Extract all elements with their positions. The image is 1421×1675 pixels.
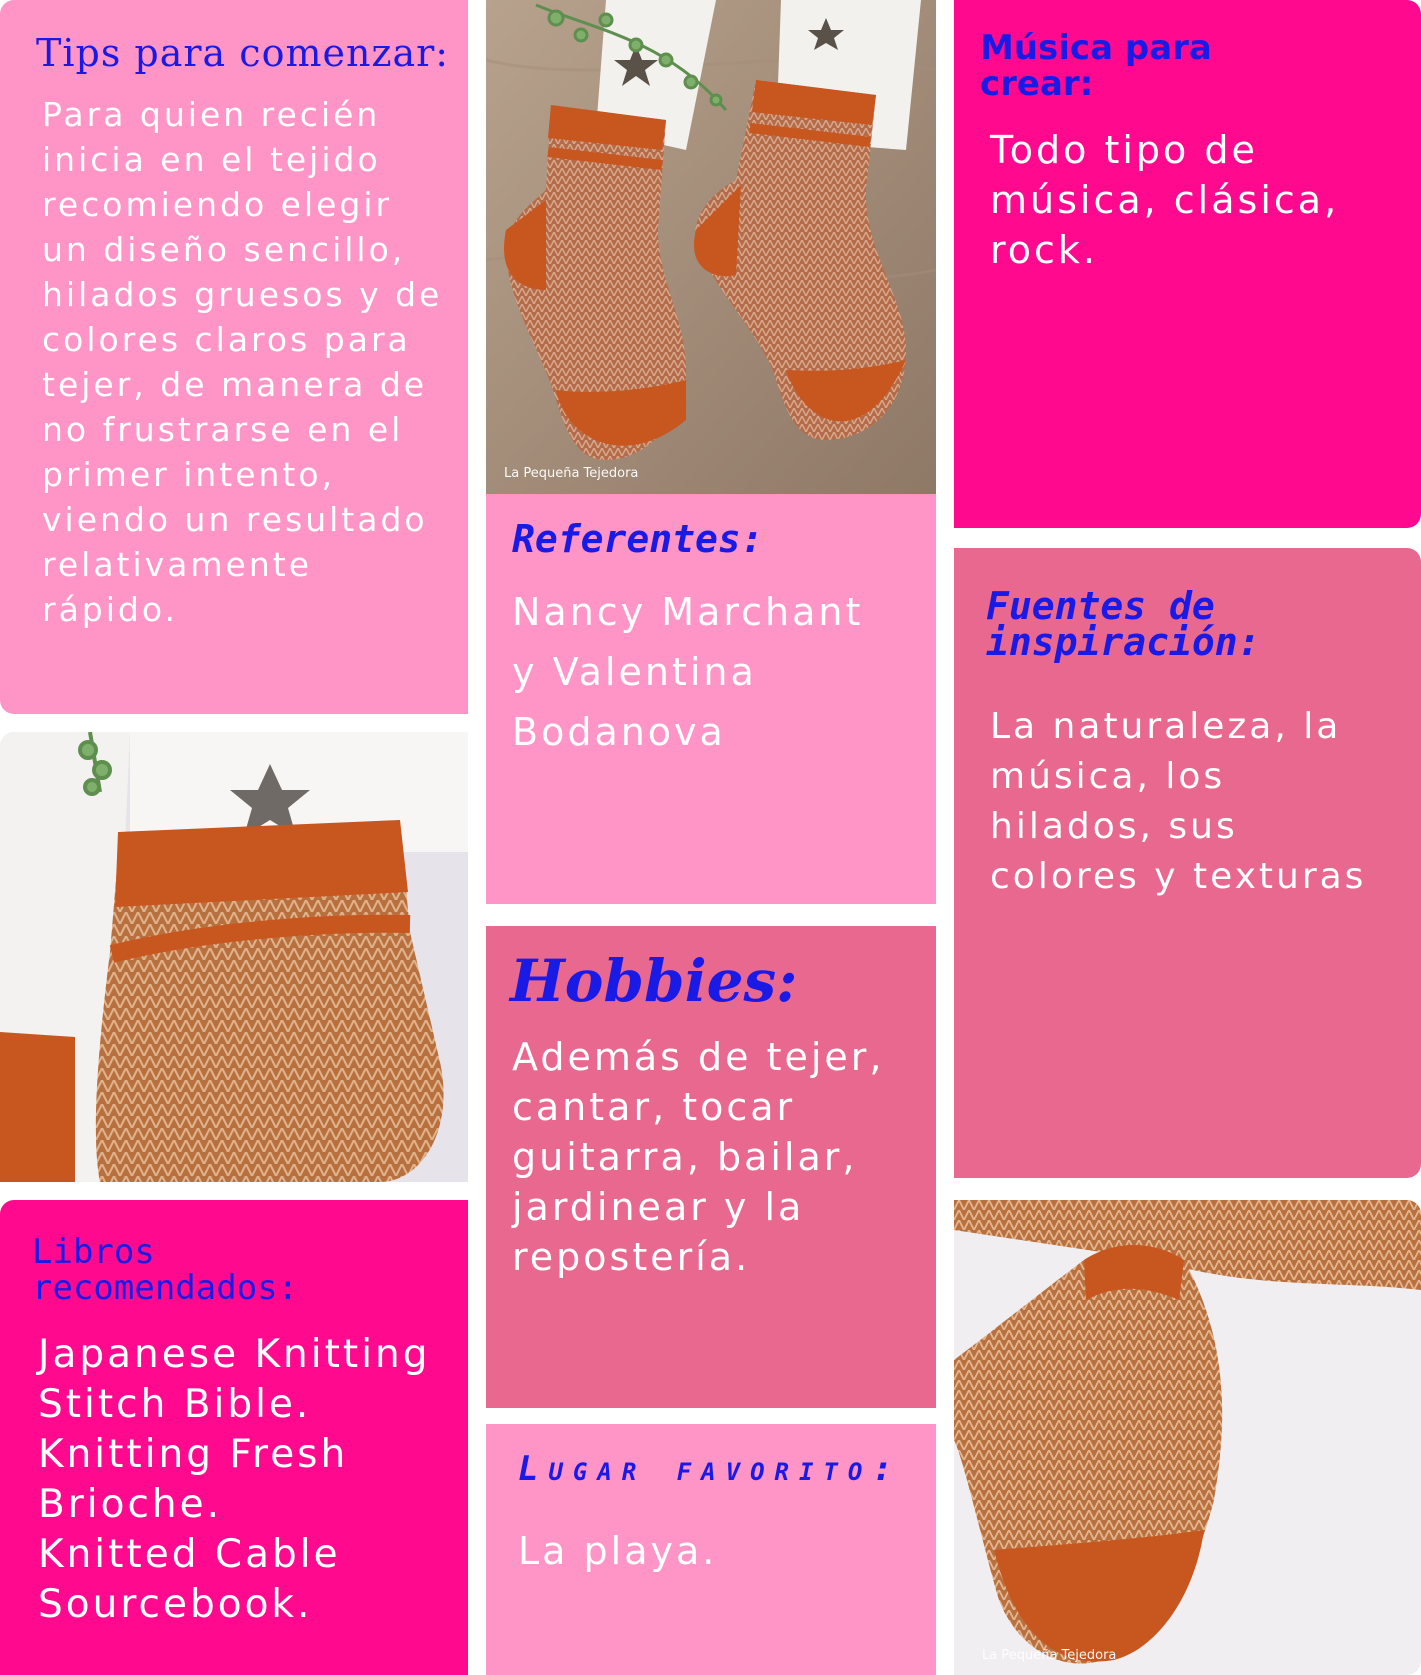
libros-heading — [32, 1234, 298, 1306]
socks-pair-photo — [486, 0, 936, 494]
hobbies-heading: Hobbies: — [510, 947, 798, 1015]
tips-panel — [0, 0, 468, 714]
musica-body: Todo tipo de música, clásica, rock. — [990, 128, 1340, 272]
lugar-panel — [486, 1424, 936, 1675]
musica-panel — [954, 0, 1421, 528]
libros-heading-line2: recomendados: — [32, 1268, 299, 1308]
libros-panel — [0, 1200, 468, 1675]
sock-detail-photo — [954, 1200, 1421, 1675]
musica-heading — [980, 30, 1212, 102]
lugar-heading: Lugar favorito: — [518, 1449, 903, 1489]
sock-closeup-photo — [0, 732, 468, 1182]
hobbies-body: Además de tejer, cantar, tocar guitarra, bailar, jardinear y la repostería. — [512, 1035, 885, 1279]
tips-heading: Tips para comenzar: — [36, 31, 450, 75]
referentes-body: Nancy Marchant y Valentina Bodanova — [512, 590, 864, 754]
hobbies-panel — [486, 926, 936, 1408]
libros-heading-line1: Libros — [32, 1232, 155, 1272]
tips-body: Para quien recién inicia en el tejido recomiendo elegir un diseño sencillo, hilados gruesos y de colores claros para tejer, de manera de no frustrarse en el primer intento, viendo un resultado relativamente rápido. — [42, 95, 443, 629]
fuentes-heading-line1: Fuentes de — [986, 584, 1215, 628]
musica-heading-line2: crear: — [980, 64, 1094, 104]
libros-body: Japanese Knitting Stitch Bible. Knitting Fresh Brioche. Knitted Cable Sourcebook. — [38, 1332, 431, 1627]
musica-heading-line1: Música para — [980, 28, 1212, 68]
referentes-heading: Referentes: — [512, 517, 764, 561]
lugar-body: La playa. — [518, 1529, 718, 1573]
referentes-panel — [486, 494, 936, 904]
fuentes-heading-line2: inspiración: — [986, 620, 1261, 664]
fuentes-panel — [954, 548, 1421, 1178]
photo-watermark-bottom: La Pequeña Tejedora — [982, 1648, 1117, 1663]
fuentes-heading — [986, 584, 1261, 664]
photo-watermark: La Pequeña Tejedora — [504, 466, 639, 481]
fuentes-body: La naturaleza, la música, los hilados, sus colores y texturas — [990, 706, 1367, 897]
